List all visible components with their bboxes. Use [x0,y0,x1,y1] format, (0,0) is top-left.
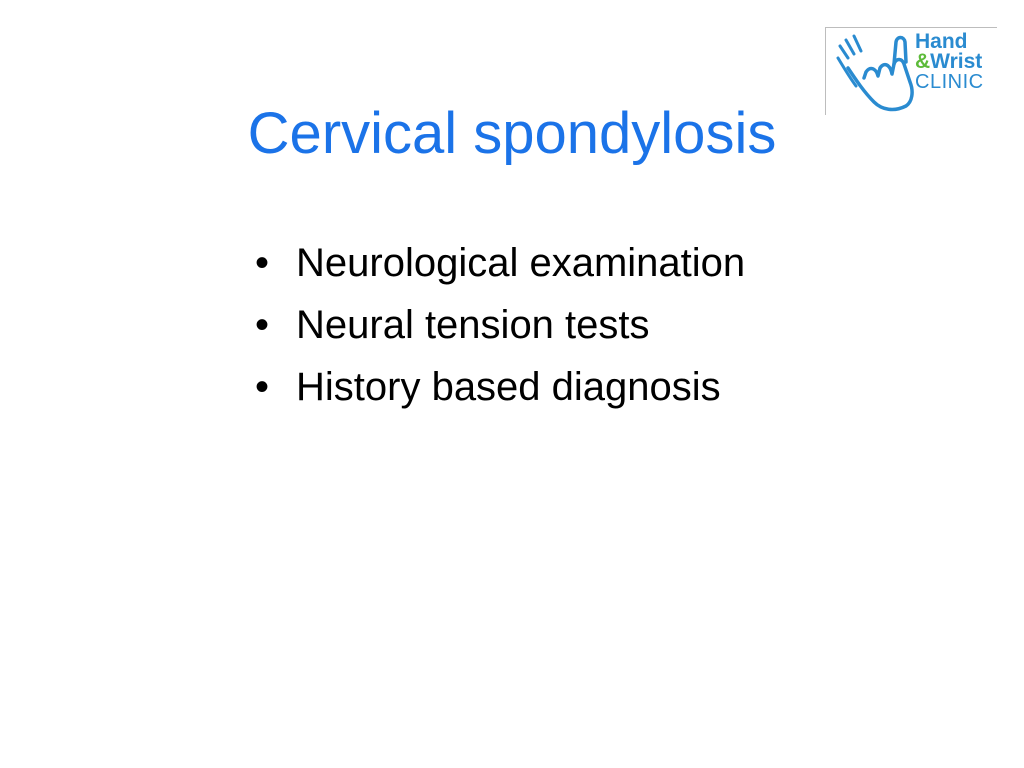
logo-line-wrist [915,52,984,72]
logo-line-hand: Hand [915,30,968,53]
bullet-dot-icon: • [255,365,270,409]
bullet-item [255,232,745,294]
logo-line-clinic: CLINIC [915,71,984,93]
logo-wordmark [915,32,984,92]
bullet-item [255,294,745,356]
bullet-list [255,232,745,418]
bullet-text: Neurological examination [296,241,746,285]
bullet-item [255,356,745,418]
logo-ampersand: & [915,50,931,73]
logo-word-wrist: Wrist [930,50,983,73]
bullet-dot-icon: • [255,241,270,285]
slide-title: Cervical spondylosis [247,101,777,166]
bullet-text: Neural tension tests [296,303,650,347]
bullet-text: History based diagnosis [296,365,721,409]
bullet-dot-icon: • [255,303,270,347]
